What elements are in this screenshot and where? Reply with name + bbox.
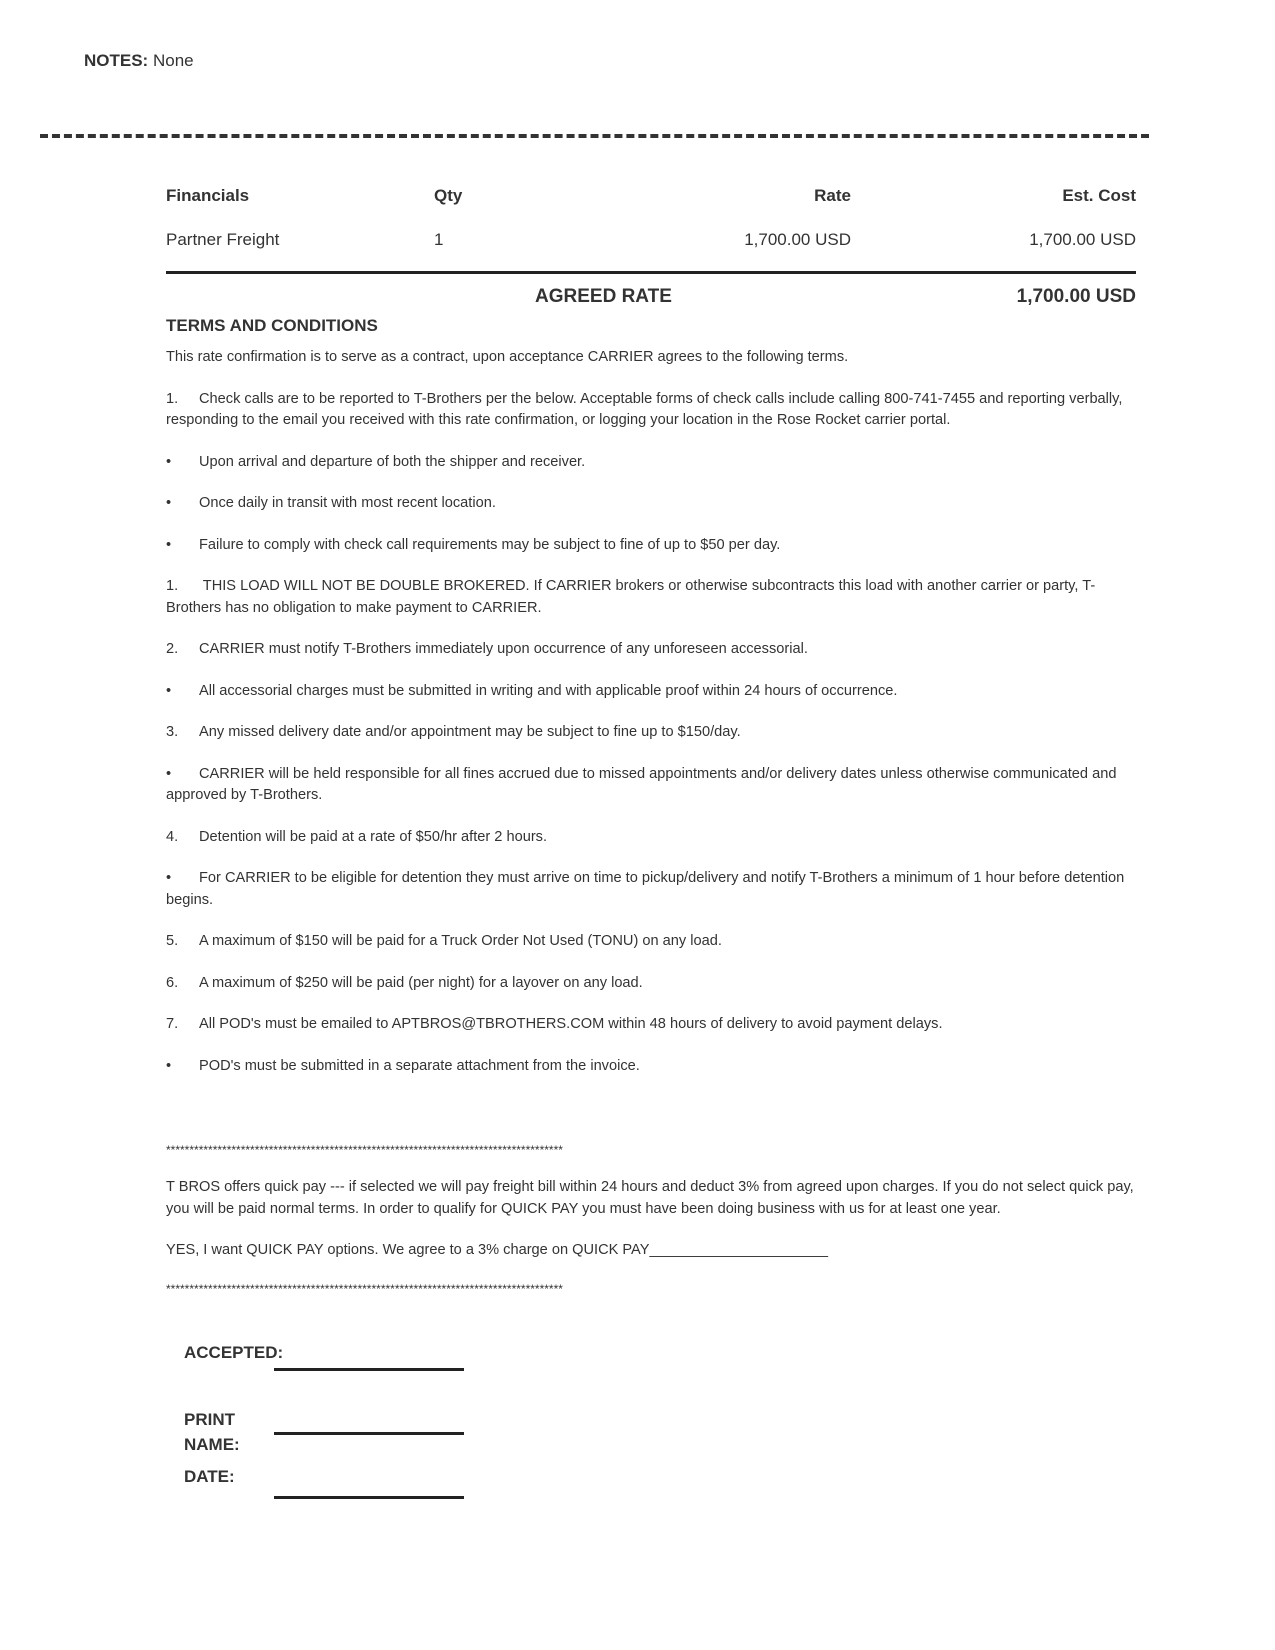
accepted-signature-line[interactable] <box>274 1368 464 1371</box>
list-item <box>166 681 1138 703</box>
notes-line <box>84 51 194 71</box>
list-text: Any missed delivery date and/or appointment may be subject to fine up to $150/day. <box>199 724 741 740</box>
list-marker: • <box>166 536 172 553</box>
list-text: All POD's must be emailed to APTBROS@TBROTHERS.COM within 48 hours of delivery to avoid payment delays. <box>199 1016 943 1032</box>
list-item <box>166 764 1138 807</box>
header-est-cost: Est. Cost <box>1062 186 1136 205</box>
list-marker: 7. <box>166 1016 179 1032</box>
print-name-row <box>184 1403 484 1467</box>
list-marker: 1. <box>166 578 179 594</box>
list-text: CARRIER must notify T-Brothers immediately upon occurrence of any unforeseen accessorial. <box>199 641 808 657</box>
header-qty: Qty <box>434 186 463 205</box>
row-qty: 1 <box>434 230 444 249</box>
list-text: Once daily in transit with most recent location. <box>199 495 496 511</box>
list-item <box>166 576 1138 619</box>
list-marker: • <box>166 453 172 470</box>
list-text: A maximum of $150 will be paid for a Truck Order Not Used (TONU) on any load. <box>199 933 722 949</box>
financials-header-row <box>166 186 1136 230</box>
agreed-rate-value: 1,700.00 USD <box>1016 286 1136 307</box>
list-marker: 4. <box>166 828 179 845</box>
list-item <box>166 827 1138 849</box>
list-item <box>166 493 1138 515</box>
list-item <box>166 535 1138 557</box>
print-name-line[interactable] <box>274 1432 464 1435</box>
row-item: Partner Freight <box>166 230 280 249</box>
notes-label: NOTES: <box>84 51 149 70</box>
list-text: THIS LOAD WILL NOT BE DOUBLE BROKERED. If CARRIER brokers or otherwise subcontracts this load with another carrier or party, T-Brothers has no obligation to make payment to CARRIER. <box>166 578 1096 616</box>
date-row <box>184 1467 484 1507</box>
list-item <box>166 639 1138 661</box>
agreed-rate-row <box>166 274 1136 314</box>
list-marker: 5. <box>166 933 179 949</box>
row-cost: 1,700.00 USD <box>1029 230 1136 249</box>
accepted-label: ACCEPTED: <box>184 1343 284 1362</box>
terms-title: TERMS AND CONDITIONS <box>166 316 378 335</box>
list-marker: 3. <box>166 724 179 740</box>
quickpay-text: T BROS offers quick pay --- if selected we will pay freight bill within 24 hours and deduct 3% from agreed upon charges. If you do not select quick pay, you will be paid normal terms. In order to qualify for QUICK PAY you must have been doing business with us for at least one year. <box>166 1179 1134 1217</box>
list-item <box>166 973 1138 995</box>
list-text: A maximum of $250 will be paid (per night) for a layover on any load. <box>199 974 643 991</box>
list-marker: • <box>166 765 172 782</box>
list-text: All accessorial charges must be submitted in writing and with applicable proof within 24 hours of occurrence. <box>199 682 898 699</box>
financials-table <box>166 186 1136 314</box>
list-text: Upon arrival and departure of both the shipper and receiver. <box>199 453 586 470</box>
list-item <box>166 931 1138 953</box>
list-text: Check calls are to be reported to T-Brothers per the below. Acceptable forms of check calls include calling 800-741-7455 and reporting verbally, responding to the email you received with this rate confirmation, or logging your location in the Rose Rocket carrier portal. <box>166 390 1123 428</box>
row-rate: 1,700.00 USD <box>744 230 851 249</box>
print-label: PRINT <box>184 1410 235 1429</box>
spacer <box>166 1097 1138 1143</box>
signature-block <box>184 1343 484 1507</box>
terms-list <box>166 389 1138 1078</box>
list-text: For CARRIER to be eligible for detention they must arrive on time to pickup/delivery and notify T-Brothers a minimum of 1 hour before detention begins. <box>166 870 1125 908</box>
agreed-rate-label: AGREED RATE <box>535 286 672 307</box>
list-marker: • <box>166 870 172 886</box>
list-item <box>166 1056 1138 1078</box>
stars-divider-top: ************************************************************************************* <box>166 1143 563 1157</box>
list-text: CARRIER will be held responsible for all fines accrued due to missed appointments and/or delivery dates unless otherwise communicated and approved by T-Brothers. <box>166 765 1117 803</box>
list-item <box>166 868 1138 911</box>
list-text: Failure to comply with check call requirements may be subject to fine of up to $50 per day. <box>199 536 781 553</box>
accepted-row <box>184 1343 484 1403</box>
notes-value: None <box>152 51 194 70</box>
list-item <box>166 389 1138 432</box>
list-text: POD's must be submitted in a separate attachment from the invoice. <box>199 1057 640 1074</box>
list-marker: 6. <box>166 974 179 991</box>
list-text: Detention will be paid at a rate of $50/hr after 2 hours. <box>199 828 548 845</box>
table-row <box>166 230 1136 271</box>
header-financials: Financials <box>166 186 250 205</box>
list-marker: • <box>166 682 172 699</box>
header-rate: Rate <box>814 186 851 205</box>
list-marker: 2. <box>166 641 179 657</box>
quickpay-option: YES, I want QUICK PAY options. We agree to a 3% charge on QUICK PAY______________________ <box>166 1242 829 1258</box>
date-line[interactable] <box>274 1496 464 1499</box>
terms-intro: This rate confirmation is to serve as a contract, upon acceptance CARRIER agrees to the following terms. <box>166 349 849 365</box>
stars-divider-bottom: ************************************************************************************* <box>166 1281 563 1296</box>
list-item <box>166 1014 1138 1036</box>
name-label: NAME: <box>184 1435 240 1454</box>
list-marker: • <box>166 495 172 511</box>
date-label: DATE: <box>184 1467 235 1486</box>
list-item <box>166 452 1138 474</box>
list-marker: 1. <box>166 390 179 407</box>
list-item <box>166 722 1138 744</box>
section-divider <box>40 134 1149 138</box>
list-marker: • <box>166 1057 172 1074</box>
print-name-label <box>184 1407 240 1457</box>
terms-section <box>166 316 1138 1316</box>
